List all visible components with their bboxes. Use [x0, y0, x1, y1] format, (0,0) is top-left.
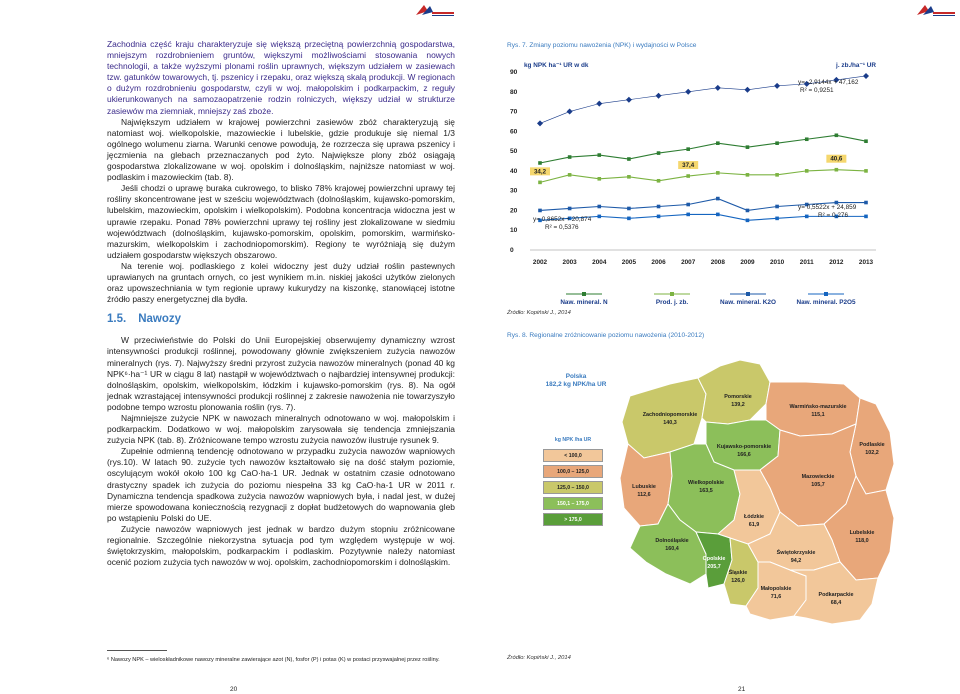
legend-item: 100,0 – 125,0 — [543, 465, 603, 478]
paragraph: Najmniejsze zużycie NPK w nawozach mineralnych odnotowano w woj. małopolskim i podkarpackim. Dodatkowo w woj. małopolskim zarysowała się tendencja zmniejszania zużycia NPK (tab. 8). Zróżnicowane tempo wzrostu zużycia nawozów ilustruje rysunek 9. — [107, 413, 455, 446]
page-number: 21 — [738, 686, 746, 693]
section-heading — [107, 314, 455, 325]
y-tick-label: 40 — [510, 167, 518, 175]
data-point — [775, 141, 779, 145]
legend-item: 125,0 – 150,0 — [543, 481, 603, 494]
data-point — [568, 173, 572, 177]
region-label: Podlaskie — [859, 442, 885, 448]
data-point — [775, 217, 779, 221]
data-point — [538, 161, 542, 165]
x-tick-label: 2005 — [621, 259, 637, 266]
y-tick-label: 50 — [510, 148, 518, 156]
legend-item: > 175,0 — [543, 513, 603, 526]
data-point — [627, 217, 631, 221]
x-tick-label: 2012 — [829, 259, 844, 266]
x-tick-label: 2004 — [592, 259, 607, 266]
x-tick-label: 2008 — [710, 259, 725, 266]
x-tick-label: 2010 — [769, 259, 785, 266]
data-point — [538, 181, 542, 185]
data-point — [835, 168, 839, 172]
data-point — [657, 205, 661, 209]
x-tick-label: 2006 — [651, 259, 666, 266]
right-unit-label: j. zb./ha⁻¹ UR — [836, 62, 876, 69]
region-label: Podkarpackie — [818, 592, 854, 598]
paragraph: Największym udziałem w krajowej powierzchni zasiewów zbóż charakteryzują się natomiast woj. wielkopolskie, mazowieckie i lubelskie, gdzie produkuje się niemal 1/3 ogólnego wolumenu ziarna. Warunki cenowe powodują, że rozrzecza się uprawa pszenicy i jęczmienia na glebach przeznaczanych pod żyto. Największe plony zbóż osiągają gospodarstwa zlokalizowane w woj. opolskim i dolnośląskim, najniższe natomiast w woj. podlaskim i mazowieckim (tab. 8). — [107, 116, 455, 183]
region-value: 115,1 — [811, 412, 825, 418]
data-point — [538, 209, 542, 213]
y-tick-label: 60 — [510, 128, 518, 136]
region-value: 140,3 — [663, 420, 677, 426]
series-line — [540, 170, 866, 183]
data-point — [864, 201, 868, 205]
region-pomorskie — [698, 360, 770, 424]
region-value: 102,2 — [865, 450, 879, 456]
figure-source: Źródło: Kopiński J., 2014 — [507, 310, 571, 316]
y-tick-label: 20 — [510, 207, 518, 215]
region-value: 94,2 — [790, 558, 802, 564]
data-point — [686, 147, 690, 151]
legend-title: kg NPK /ha UR — [554, 437, 592, 443]
data-point — [805, 169, 809, 173]
region-label: Lubuskie — [632, 484, 656, 490]
x-tick-label: 2003 — [562, 259, 577, 266]
region-value: 205,7 — [707, 564, 721, 570]
legend-item: < 100,0 — [543, 449, 603, 462]
paragraph: Zupełnie odmienną tendencję odnotowano w przypadku zużycia nawozów wapniowych (rys.10). W latach 90. zużycie tych nawozów kształtowało się na dość stałym poziomie, oscylującym wokół około 100 kg CaO·ha-1 UR. Jednak w ostatnim czasie odnotowano drastyczny spadek ich zużycia do poziomu niespełna 33 kg CaO·ha-1 UR w 2011 r. Dynamiczna tendencja spadkowa zużycia nawozów wapniowych była, i nadal jest, w dużej mierze spowodowana koniecznością rezygnacji z dopłat budżetowych do wapnowania gleb po wstąpieniu Polski do UE. — [107, 446, 455, 523]
region-value: 112,6 — [637, 492, 651, 498]
data-point — [746, 145, 750, 149]
poland-label: Polska — [565, 373, 587, 380]
series-line — [540, 135, 866, 163]
legend-item: 150,1 – 175,0 — [543, 497, 603, 510]
poland-summary — [540, 373, 612, 389]
paragraph: Zachodnia część kraju charakteryzuje się większą przeciętną powierzchnią gospodarstwa, mniejszym rozdrobnieniem gruntów, większymi możliwościami stosowania nowych technologii, a także wyższymi plonami roślin uprawnych, większym udziałem w zasiewach tzw. gatunków towarowych, tj. pszenicy i rzepaku, oraz większą skalą produkcji. W regionach o dużym rozdrobnieniu gospodarstw, czyli w woj. małopolskim i podkarpackim, z reguły ukierunkowanych na samozaopatrzenie rodzin rolniczych, większy udział w strukturze zasiewów ma ziemniak, mniejszy zaś zboże. — [107, 39, 455, 116]
equation-label: y= 0,8652x + 20,874 — [533, 216, 592, 223]
data-point — [657, 179, 661, 183]
region-map — [610, 348, 902, 626]
data-point — [716, 213, 720, 217]
x-tick-label: 2013 — [858, 259, 874, 266]
data-point — [597, 153, 601, 157]
data-point — [627, 175, 631, 179]
region-label: Warmińsko-mazurskie — [789, 404, 847, 410]
region-label: Łódzkie — [743, 514, 765, 520]
data-label: 34,2 — [533, 168, 547, 176]
logo-icon — [412, 3, 456, 17]
paragraph: Zużycie nawozów wapniowych jest jednak w bardzo dużym stopniu zróżnicowane regionalnie. Szczególnie niekorzystna sytuacja pod tym względem występuje w woj. świętokrzyskim, małopolskim, podkarpackim i podlaskim. Pozytywnie należy natomiast ocenić poziom zużycia tych nawozów w woj. opolskim, zachodniopomorskim i dolnośląskim. — [107, 523, 455, 568]
region-value: 139,2 — [731, 402, 745, 408]
region-label: Świętokrzyskie — [776, 550, 816, 556]
figure-title: Rys. 7. Zmiany poziomu nawożenia (NPK) i wydajności w Polsce — [507, 42, 697, 49]
legend-label: Prod. j. zb. — [655, 299, 689, 306]
y-tick-label: 10 — [510, 227, 518, 235]
equation-label: y= 0,5522x + 24,859 — [798, 204, 857, 211]
x-tick-label: 2011 — [799, 259, 814, 266]
region-value: 61,9 — [748, 522, 760, 528]
data-point — [805, 137, 809, 141]
data-point — [686, 203, 690, 207]
region-value: 126,0 — [731, 578, 745, 584]
data-point — [864, 139, 868, 143]
region-label: Wielkopolskie — [688, 480, 724, 486]
region-label: Kujawsko-pomorskie — [716, 444, 772, 450]
data-label: 37,4 — [682, 162, 695, 170]
y-tick-label: 30 — [510, 187, 518, 195]
page-number: 20 — [230, 686, 238, 693]
x-tick-label: 2002 — [532, 259, 548, 266]
line-chart — [500, 50, 890, 312]
data-point — [597, 205, 601, 209]
data-point — [597, 215, 601, 219]
region-label: Lubelskie — [849, 530, 875, 536]
data-label: 40,6 — [830, 155, 843, 163]
data-point — [686, 213, 690, 217]
figure-source: Źródło: Kopiński J., 2014 — [507, 655, 571, 661]
legend-marker — [582, 292, 586, 296]
region-value: 71,6 — [770, 594, 782, 600]
region-label: Mazowieckie — [801, 474, 835, 480]
paragraph: Jeśli chodzi o uprawę buraka cukrowego, to blisko 78% krajowej powierzchni uprawy tej rośliny skoncentrowane jest w sześciu województwach (dolnośląskim, kujawsko-pomorskim, lubelskim, mazowieckim, opolskim i wielkopolskim). Podobna koncentracja widoczna jest w uprawie rzepaku. Ponad 78% powierzchni uprawy tej rośliny jest zlokalizowane w siedmiu województwach (dolnośląskim, kujawsko-pomorskim, opolskim, pomorskim, warmińsko-mazurskim, wielkopolskim i zachodniopomorskim). Regiony te wyróżniają się dużym udziałem gospodarstw większych obszarowo. — [107, 183, 455, 260]
data-point — [657, 215, 661, 219]
region-label: Opolskie — [702, 556, 726, 562]
region-label: Śląskie — [728, 570, 748, 576]
data-point — [568, 207, 572, 211]
equation-label: R² = 0,5376 — [545, 224, 579, 231]
y-tick-label: 90 — [510, 69, 518, 76]
section-title: Nawozy — [138, 313, 182, 326]
x-tick-label: 2007 — [681, 259, 696, 266]
footnote-divider — [107, 650, 167, 651]
paragraph: Na terenie woj. podlaskiego z kolei widoczny jest duży udział roślin pastewnych uprawianych na gruntach ornych, co jest wynikiem m.in. niskiej jakości użytków zielonych oraz upowszechniania w tym regionie uprawy kukurydzy na kiszonkę, stanowiącej istotne źródło paszy energetycznej dla bydła. — [107, 260, 455, 305]
data-point — [864, 169, 868, 173]
region-value: 68,4 — [830, 600, 842, 606]
data-point — [746, 219, 750, 223]
legend-marker — [746, 292, 750, 296]
y-tick-label: 70 — [510, 108, 518, 116]
logo-icon — [913, 3, 957, 17]
equation-label: R² = 0,9251 — [800, 87, 834, 94]
data-point — [746, 173, 750, 177]
data-point — [864, 215, 868, 219]
x-tick-label: 2009 — [740, 259, 755, 266]
left-unit-label: kg NPK ha⁻¹ UR w dk — [524, 62, 589, 69]
data-point — [716, 141, 720, 145]
poland-value: 182,2 kg NPK/ha UR — [545, 381, 607, 388]
legend-marker — [824, 292, 828, 296]
data-point — [716, 197, 720, 201]
map-legend — [543, 437, 603, 529]
legend-label: Naw. mineral. P2O5 — [796, 299, 856, 306]
data-point — [716, 171, 720, 175]
data-point — [775, 173, 779, 177]
equation-label: y= -2,9144x + 47,162 — [798, 79, 859, 86]
region-value: 105,7 — [811, 482, 825, 488]
data-point — [686, 174, 690, 178]
data-point — [657, 151, 661, 155]
data-point — [627, 207, 631, 211]
y-tick-label: 0 — [510, 247, 514, 254]
data-point — [627, 157, 631, 161]
region-label: Pomorskie — [724, 394, 752, 400]
data-point — [775, 205, 779, 209]
region-value: 118,0 — [855, 538, 869, 544]
left-column — [107, 39, 455, 568]
legend-label: Naw. mineral. K2O — [720, 299, 776, 306]
footnote: ⁶ Nawozy NPK – wieloskładnikowe nawozy mineralne zawierające azot (N), fosfor (P) i potas (K) w postaci przyswajalnej przez rośliny. — [107, 657, 440, 663]
data-point — [746, 209, 750, 213]
data-point — [597, 177, 601, 181]
equation-label: R² = 0,276 — [818, 212, 849, 219]
region-label: Zachodniopomorskie — [642, 412, 698, 418]
legend-marker — [670, 292, 674, 296]
region-value: 163,5 — [699, 488, 713, 494]
region-label: Dolnośląskie — [655, 538, 689, 544]
data-point — [805, 215, 809, 219]
legend-label: Naw. mineral. N — [560, 299, 608, 306]
data-point — [835, 133, 839, 137]
region-label: Małopolskie — [760, 586, 792, 592]
figure-title: Rys. 8. Regionalne zróżnicowanie poziomu nawożenia (2010-2012) — [507, 332, 705, 339]
y-tick-label: 80 — [510, 88, 518, 96]
region-value: 166,6 — [737, 452, 751, 458]
region-value: 160,4 — [665, 546, 679, 552]
section-number: 1.5. — [107, 313, 127, 326]
data-point — [568, 155, 572, 159]
paragraph: W przeciwieństwie do Polski do Unii Europejskiej obserwujemy dynamiczny wzrost intensywności produkcji roślinnej, powodowany głównie zwiększeniem zużycia nawozów mineralnych (rys. 7). Najwyższy średni przyrost zużycia nawozów mineralnych (ponad 40 kg NPK⁶·ha⁻¹ UR w ciągu 8 lat) nastąpił w województwach o najbardziej intensywnej produkcji: dolnośląskim, opolskim, wielkopolskim, łódzkim i kujawsko-pomorskim (rys. 8). Na ogół jednak wzrastającej intensywności produkcji roślinnej z zakresie nawożenia nie towarzyszyło podobne tempo wzrostu plonowania roślin (rys. 7). — [107, 335, 455, 412]
